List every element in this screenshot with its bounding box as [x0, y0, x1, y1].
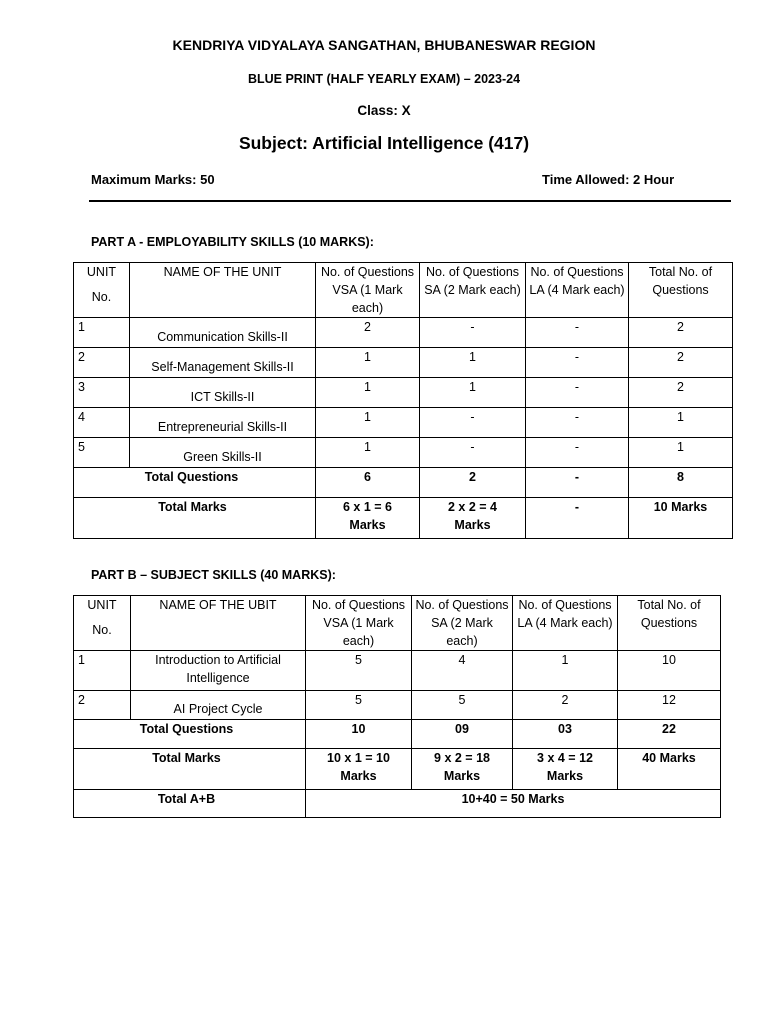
vsa-count: 1	[316, 438, 420, 468]
total-count: 1	[629, 438, 733, 468]
total-marks-row	[74, 749, 721, 790]
total-count: 1	[629, 408, 733, 438]
header-divider	[89, 200, 731, 202]
table-row	[74, 651, 721, 691]
la-count: -	[526, 348, 629, 378]
la-count: 2	[513, 691, 618, 720]
la-count: -	[526, 438, 629, 468]
sa-count: 4	[412, 651, 513, 691]
sa-count: 5	[412, 691, 513, 720]
total-marks: 40 Marks	[618, 749, 721, 790]
total-ab-label: Total A+B	[74, 790, 306, 818]
class-title: Class: X	[357, 103, 411, 118]
vsa-count: 1	[316, 378, 420, 408]
unit-name: Entrepreneurial Skills-II	[130, 408, 316, 438]
unit-number: 2	[74, 691, 131, 720]
header-sa: No. of Questions SA (2 Mark each)	[412, 596, 513, 651]
vsa-count: 5	[306, 691, 412, 720]
header-sa: No. of Questions SA (2 Mark each)	[420, 263, 526, 318]
unit-name: ICT Skills-II	[130, 378, 316, 408]
part-b-title: PART B – SUBJECT SKILLS (40 MARKS):	[91, 568, 336, 582]
total-questions: 8	[629, 468, 733, 498]
table-row	[74, 438, 733, 468]
total-marks-row	[74, 498, 733, 539]
header-unit	[74, 263, 130, 318]
sa-marks: 2 x 2 = 4 Marks	[420, 498, 526, 539]
table-header-row	[74, 596, 721, 651]
total-la: 03	[513, 720, 618, 749]
table-row	[74, 348, 733, 378]
vsa-count: 1	[316, 408, 420, 438]
total-ab-value: 10+40 = 50 Marks	[306, 790, 721, 818]
header-unit	[74, 596, 131, 651]
sa-count: -	[420, 408, 526, 438]
part-a-title: PART A - EMPLOYABILITY SKILLS (10 MARKS):	[91, 235, 374, 249]
total-marks-label: Total Marks	[74, 498, 316, 539]
la-marks: -	[526, 498, 629, 539]
table-row	[74, 408, 733, 438]
header-unit-line1: UNIT	[86, 265, 117, 279]
table-row	[74, 318, 733, 348]
total-questions-row	[74, 720, 721, 749]
total-marks-label: Total Marks	[74, 749, 306, 790]
total-count: 2	[629, 348, 733, 378]
unit-number: 1	[74, 318, 130, 348]
sa-count: -	[420, 318, 526, 348]
sa-count: 1	[420, 378, 526, 408]
exam-title: BLUE PRINT (HALF YEARLY EXAM) – 2023-24	[247, 72, 521, 86]
table-row	[74, 378, 733, 408]
unit-name: Communication Skills-II	[130, 318, 316, 348]
unit-number: 4	[74, 408, 130, 438]
total-marks: 10 Marks	[629, 498, 733, 539]
header-unit-name: NAME OF THE UBIT	[131, 596, 306, 651]
la-count: 1	[513, 651, 618, 691]
organization-title: KENDRIYA VIDYALAYA SANGATHAN, BHUBANESWAR REGION	[172, 37, 596, 53]
total-sa: 09	[412, 720, 513, 749]
sa-count: 1	[420, 348, 526, 378]
vsa-marks: 10 x 1 = 10 Marks	[306, 749, 412, 790]
subject-title: Subject: Artificial Intelligence (417)	[238, 133, 530, 153]
la-marks: 3 x 4 = 12 Marks	[513, 749, 618, 790]
vsa-count: 2	[316, 318, 420, 348]
header-unit-line1: UNIT	[87, 598, 117, 612]
table-header-row	[74, 263, 733, 318]
total-vsa: 6	[316, 468, 420, 498]
total-count: 12	[618, 691, 721, 720]
total-count: 2	[629, 318, 733, 348]
header-la: No. of Questions LA (4 Mark each)	[513, 596, 618, 651]
total-ab-row	[74, 790, 721, 818]
total-questions-row	[74, 468, 733, 498]
vsa-count: 5	[306, 651, 412, 691]
total-questions: 22	[618, 720, 721, 749]
header-vsa: No. of Questions VSA (1 Mark each)	[306, 596, 412, 651]
vsa-count: 1	[316, 348, 420, 378]
la-count: -	[526, 408, 629, 438]
header-unit-line2: No.	[91, 290, 112, 304]
total-questions-label: Total Questions	[74, 468, 316, 498]
unit-number: 2	[74, 348, 130, 378]
part-a-table	[73, 262, 733, 539]
total-questions-label: Total Questions	[74, 720, 306, 749]
table-row	[74, 691, 721, 720]
total-vsa: 10	[306, 720, 412, 749]
part-b-table	[73, 595, 721, 818]
header-total: Total No. of Questions	[618, 596, 721, 651]
unit-number: 5	[74, 438, 130, 468]
unit-name: AI Project Cycle	[131, 691, 306, 720]
la-count: -	[526, 318, 629, 348]
unit-name: Green Skills-II	[130, 438, 316, 468]
sa-marks: 9 x 2 = 18 Marks	[412, 749, 513, 790]
total-count: 2	[629, 378, 733, 408]
header-vsa: No. of Questions VSA (1 Mark each)	[316, 263, 420, 318]
total-count: 10	[618, 651, 721, 691]
total-sa: 2	[420, 468, 526, 498]
unit-number: 3	[74, 378, 130, 408]
unit-name: Introduction to Artificial Intelligence	[131, 651, 306, 691]
header-unit-name: NAME OF THE UNIT	[130, 263, 316, 318]
max-marks: Maximum Marks: 50	[91, 172, 215, 187]
header-la: No. of Questions LA (4 Mark each)	[526, 263, 629, 318]
la-count: -	[526, 378, 629, 408]
header-total: Total No. of Questions	[629, 263, 733, 318]
vsa-marks: 6 x 1 = 6 Marks	[316, 498, 420, 539]
total-la: -	[526, 468, 629, 498]
header-unit-line2: No.	[92, 623, 112, 637]
unit-number: 1	[74, 651, 131, 691]
unit-name: Self-Management Skills-II	[130, 348, 316, 378]
time-allowed: Time Allowed: 2 Hour	[542, 172, 675, 187]
sa-count: -	[420, 438, 526, 468]
